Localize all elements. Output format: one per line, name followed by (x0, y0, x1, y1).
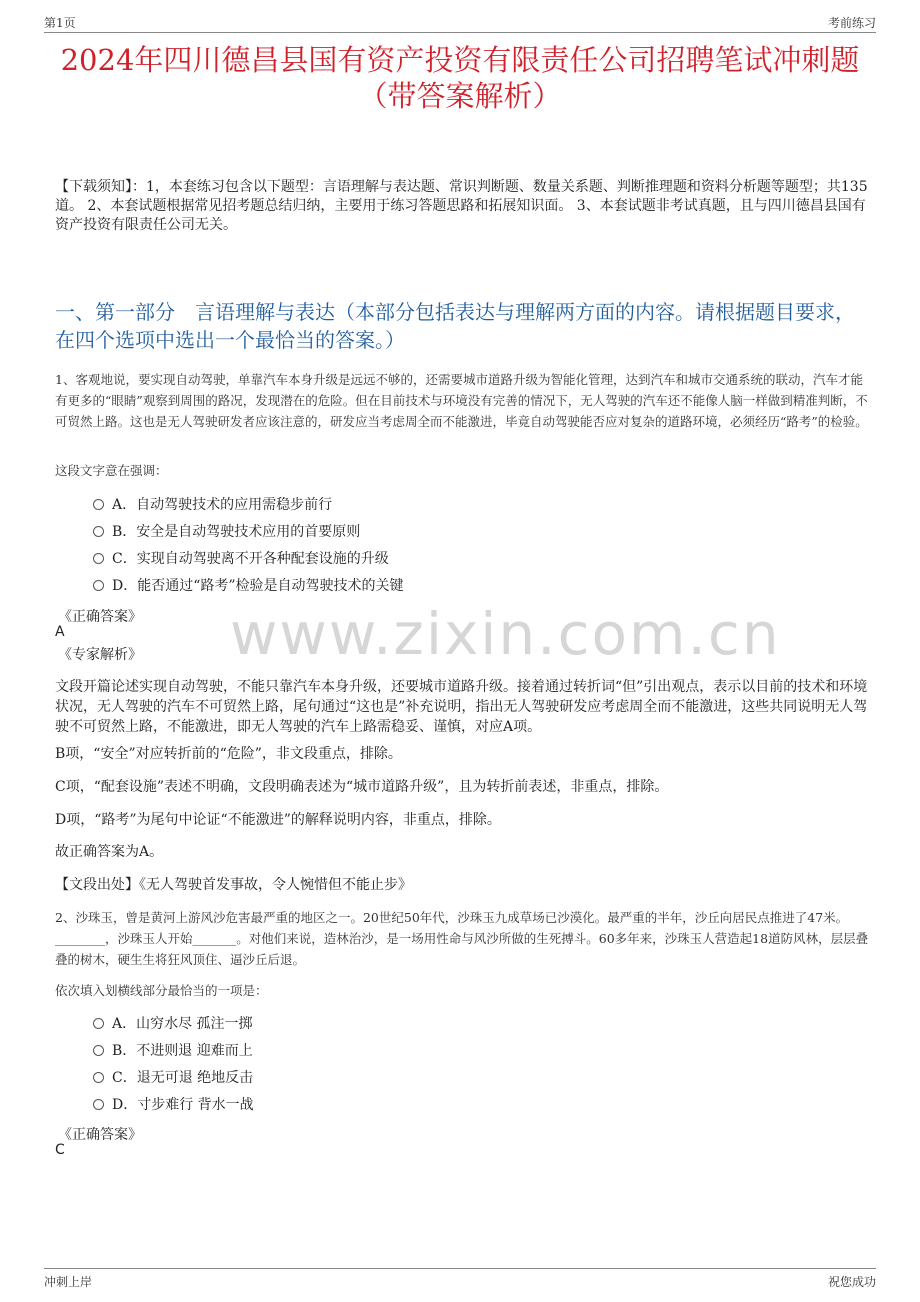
q2-answer: C (55, 1142, 65, 1158)
q1-analysis-d: D项，“路考”为尾句中论证“不能激进”的解释说明内容，非重点，排除。 (55, 812, 501, 828)
watermark: www.zixin.com.cn (230, 600, 781, 668)
footer-right: 祝您成功 (827, 1275, 876, 1289)
q1-analysis-main: 文段开篇论述实现自动驾驶，不能只靠汽车本身升级，还要城市道路升级。接着通过转折词“但”引出观点，表示以目前的技术和环境状况，无人驾驶的汽车不可贸然上路，尾句通过“这也是”补充说明，指出无人驾驶研发应考虑周全而不能激进，这些共同说明无人驾驶不可贸然上路，不能激进，即无人驾驶的汽车上路需稳妥、谨慎，对应A项。 (55, 679, 868, 735)
q2-option-a[interactable]: A．山穷水尽 孤注一掷 (93, 1014, 253, 1034)
question-1-prompt: 这段文字意在强调： (55, 463, 168, 478)
radio-icon[interactable] (93, 1045, 104, 1056)
q2-option-b[interactable]: B．不进则退 迎难而上 (93, 1041, 253, 1061)
download-notice: 【下载须知】：1，本套练习包含以下题型：言语理解与表达题、常识判断题、数量关系题、判断推理题和资料分析题等题型；共135道。 2、本套试题根据常见招考题总结归纳，主要用于练习答题思路和拓展知识面。 3、本套试题非考试真题，且与四川德昌县国有资产投资有限责任公司无关。 (55, 179, 868, 233)
q1-option-c[interactable]: C．实现自动驾驶离不开各种配套设施的升级 (93, 549, 389, 569)
q1-answer-label: 《正确答案》 (58, 609, 142, 625)
section-heading: 一、第一部分 言语理解与表达（本部分包括表达与理解两方面的内容。请根据题目要求，在四个选项中选出一个最恰当的答案。） (55, 300, 855, 352)
radio-icon[interactable] (93, 499, 104, 510)
q1-option-d[interactable]: D．能否通过“路考”检验是自动驾驶技术的关键 (93, 576, 404, 596)
title-line-1: 2024年四川德昌县国有资产投资有限责任公司招聘笔试冲刺题 (60, 43, 860, 77)
page-number: 第1页 (44, 16, 76, 30)
header-tag: 考前练习 (827, 16, 876, 30)
radio-icon[interactable] (93, 1072, 104, 1083)
radio-icon[interactable] (93, 553, 104, 564)
footer-left: 冲刺上岸 (44, 1275, 93, 1289)
page-footer (44, 1268, 876, 1291)
radio-icon[interactable] (93, 1018, 104, 1029)
q1-conclusion: 故正确答案为A。 (55, 844, 164, 860)
title-line-2: （带答案解析） (358, 79, 562, 113)
q1-analysis-label: 《专家解析》 (58, 647, 142, 663)
q1-option-b[interactable]: B．安全是自动驾驶技术应用的首要原则 (93, 522, 360, 542)
q1-answer: A (55, 624, 65, 640)
q2-option-c[interactable]: C．退无可退 绝地反击 (93, 1068, 253, 1088)
document-title (40, 42, 880, 114)
q1-source: 【文段出处】《无人驾驶首发事故，令人惋惜但不能止步》 (55, 877, 412, 893)
question-1-stem: 1、客观地说，要实现自动驾驶，单靠汽车本身升级是远远不够的，还需要城市道路升级为智能化管理，达到汽车和城市交通系统的联动，汽车才能有更多的“眼睛”观察到周围的路况，发现潜在的危险。但在目前技术与环境没有完善的情况下，无人驾驶的汽车还不能像人脑一样做到精准判断，不可贸然上路。这也是无人驾驶研发者应该注意的，研发应当考虑周全而不能激进，毕竟自动驾驶能否应对复杂的道路环境，必须经历“路考”的检验。 (55, 372, 868, 429)
radio-icon[interactable] (93, 1099, 104, 1110)
q1-option-a[interactable]: A．自动驾驶技术的应用需稳步前行 (93, 495, 332, 515)
question-2-prompt: 依次填入划横线部分最恰当的一项是： (55, 983, 268, 998)
question-2-stem: 2、沙珠玉，曾是黄河上游风沙危害最严重的地区之一。20世纪50年代，沙珠玉九成草场已沙漠化。最严重的半年，沙丘向居民点推进了47米。________，沙珠玉人开始_______。对他们来说，造林治沙，是一场用性命与风沙所做的生死搏斗。60多年来，沙珠玉人营造起18道防风林，层层叠叠的树木，硬生生将狂风顶住、逼沙丘后退。 (55, 910, 869, 967)
page-header (44, 12, 876, 33)
radio-icon[interactable] (93, 580, 104, 591)
q2-answer-label: 《正确答案》 (58, 1127, 142, 1143)
radio-icon[interactable] (93, 526, 104, 537)
q1-analysis-c: C项，“配套设施”表述不明确，文段明确表述为“城市道路升级”，且为转折前表述，非重点，排除。 (55, 779, 669, 795)
q1-analysis-b: B项，“安全”对应转折前的“危险”，非文段重点，排除。 (55, 746, 402, 762)
q2-option-d[interactable]: D．寸步难行 背水一战 (93, 1095, 254, 1115)
